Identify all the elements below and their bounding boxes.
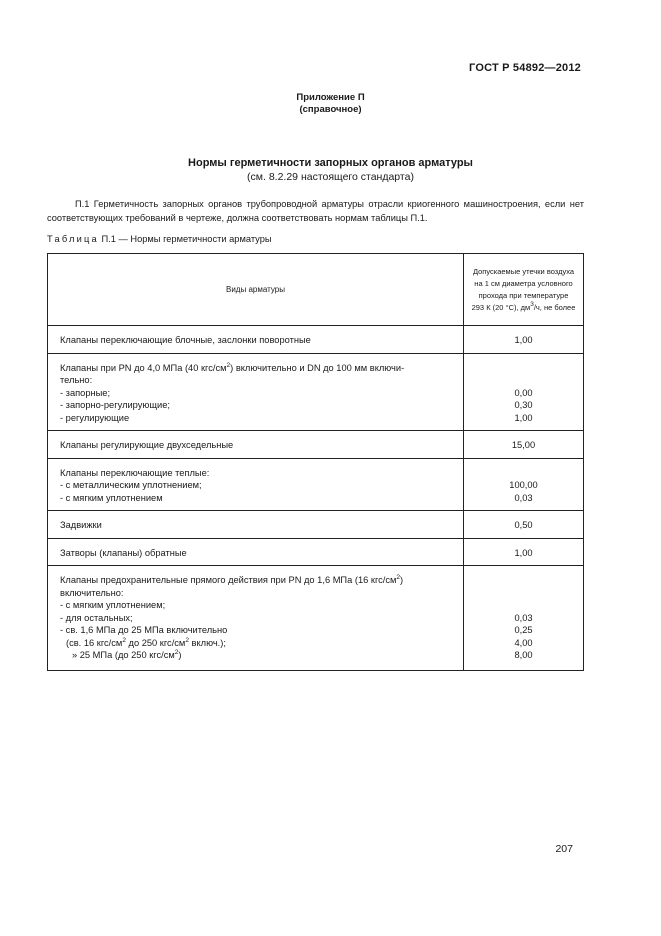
appendix-subtitle: (справочное): [299, 104, 362, 115]
row-label: Клапаны предохранительные прямого действия при PN до 1,6 МПа (16 кгс/$см^2$) включительно: - с мягким уплотнением; - для остальных; - св. 1,6 МПа до 25 МПа включительно (св. 16 кгс/$см^2$ до 250 кгс/$см^2$ включ.); » 25 МПа (до 250 кгс/$см^2$): [48, 566, 464, 671]
table-row: [48, 458, 584, 511]
table-caption-word: Таблица: [47, 234, 99, 244]
intro-paragraph: П.1 Герметичность запорных органов трубопроводной арматуры отрасли криогенного машиностроения, если нет соответствующих требований в чертеже, должна соответствовать нормам таблицы П.1.: [47, 199, 584, 223]
list-item: - регулирующие: [60, 412, 130, 423]
list-item: - для остальных;: [60, 612, 133, 623]
list-item: » 25 МПа (до 250 кгс/$см^2$): [72, 649, 182, 660]
row-value: 0,50: [464, 511, 584, 539]
table-row: [48, 538, 584, 566]
table-caption-text: П.1 — Нормы герметичности арматуры: [101, 234, 272, 244]
table-caption: [47, 234, 272, 244]
row-value: 15,00: [464, 431, 584, 459]
list-item: - запорные;: [60, 387, 111, 398]
header-line-4: 293 К (20 °С), $дм^3/ч$, не более: [471, 300, 576, 312]
row-label: Клапаны переключающие теплые: - с металлическим уплотнением; - с мягким уплотнением: [48, 458, 464, 511]
table-row: [48, 566, 584, 671]
table-row: [48, 353, 584, 431]
table-row: [48, 511, 584, 539]
row-label: Затворы (клапаны) обратные: [48, 538, 464, 566]
section-title: Нормы герметичности запорных органов арматуры: [188, 157, 473, 169]
list-item: - с мягким уплотнением;: [60, 600, 166, 610]
page-number: 207: [555, 843, 573, 855]
row-value: 100,00 0,03: [464, 458, 584, 511]
norms-table: [47, 253, 584, 671]
header-col-type: Виды арматуры: [48, 254, 464, 326]
row-label: Клапаны переключающие блочные, заслонки поворотные: [48, 326, 464, 354]
row-value: 1,00: [464, 326, 584, 354]
header-col-leakage: [464, 254, 584, 326]
row-value: 1,00: [464, 538, 584, 566]
table-row: [48, 326, 584, 354]
list-item: (св. 16 кгс/$см^2$ до 250 кгс/$см^2$ включ.);: [66, 636, 226, 648]
list-item: - с мягким уплотнением: [60, 492, 163, 503]
document-id: ГОСТ Р 54892—2012: [469, 62, 581, 74]
header-line-1: Допускаемые утечки воздуха: [472, 266, 575, 276]
section-subtitle: (см. 8.2.29 настоящего стандарта): [247, 171, 414, 183]
appendix-title: Приложение П: [296, 92, 365, 103]
row-label: Клапаны при PN до 4,0 МПа (40 кгс/$см^2$) включительно и DN до 100 мм включи- тельно: - запорные; - запорно-регулирующие; - регулирующие: [48, 353, 464, 431]
row-label: Задвижки: [48, 511, 464, 539]
header-line-2: на 1 см диаметра условного: [474, 278, 573, 288]
row-label: Клапаны регулирующие двухседельные: [48, 431, 464, 459]
table-header-row: [48, 254, 584, 326]
table-row: [48, 431, 584, 459]
list-item: - св. 1,6 МПа до 25 МПа включительно: [60, 625, 228, 635]
row-value: 0,00 0,30 1,00: [464, 353, 584, 431]
row-value: 0,03 0,25 4,00 8,00: [464, 566, 584, 671]
list-item: - запорно-регулирующие;: [60, 400, 170, 410]
list-item: - с металлическим уплотнением;: [60, 480, 202, 490]
header-line-3: прохода при температуре: [478, 290, 569, 300]
